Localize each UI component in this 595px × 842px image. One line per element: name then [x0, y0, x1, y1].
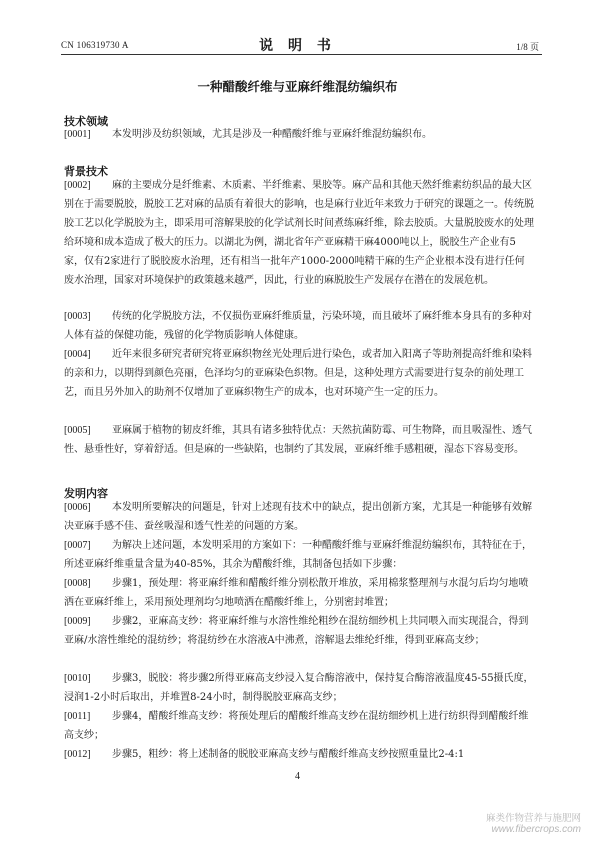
- watermark-url: www.fibercrops.com: [491, 824, 581, 835]
- paragraph-0009: [64, 612, 534, 650]
- paragraph-number: [0011]: [64, 711, 91, 722]
- paragraph-number: [0009]: [64, 616, 91, 627]
- paragraph-text: 步骤2，亚麻高支纱：将亚麻纤维与水溶性维纶粗纱在混纺细纱机上共同喂入而实现混合，得到亚麻/水溶性维纶的混纺纱；将混纺纱在水溶液A中沸煮，溶解退去维纶纤维，得到亚麻高支纱；: [64, 616, 529, 646]
- paragraph-number: [0003]: [64, 311, 91, 322]
- paragraph-text: 麻的主要成分是纤维素、木质素、半纤维素、果胶等。麻产品和其他天然纤维素纺织品的最大区别在于需要脱胶，脱胶工艺对麻的品质有着很大的影响，也是麻行业近年来致力于研究的课题之一。传统脱胶工艺以化学脱胶为主，即采用可溶解果胶的化学试剂长时间煮练麻纤维，除去胶质。大量脱胶废水的处理给环境和成本造成了极大的压力。以湖北为例，湖北省年产亚麻精干麻4000吨以上，脱胶生产企业有5家，仅有2家进行了脱胶废水治理，还有相当一批年产1000-2000吨精干麻的生产企业根本没有进行任何废水治理，国家对环境保护的政策越来越严，因此，行业的麻脱胶生产发展存在潜在的发展危机。: [64, 180, 534, 286]
- paragraph-text: 步骤4，醋酸纤维高支纱：将预处理后的醋酸纤维高支纱在混纺细纱机上进行纺织得到醋酸纤维高支纱；: [64, 711, 529, 741]
- page-number: 4: [295, 771, 300, 782]
- document-title: 一种醋酸纤维与亚麻纤维混纺编织布: [197, 79, 398, 94]
- paragraph-text: 近年来很多研究者研究将亚麻织物丝光处理后进行染色，或者加入阳离子等助剂提高纤维和染料的亲和力，以期得到颜色亮丽，色泽均匀的亚麻染色织物。但是，这种处理方式需要进行复杂的前处理工艺，而且另外加入的助剂不仅增加了亚麻织物生产的成本，也对环境产生一定的压力。: [64, 349, 532, 398]
- paragraph-number: [0002]: [64, 180, 91, 191]
- paragraph-number: [0001]: [64, 129, 91, 140]
- paragraph-number: [0007]: [64, 540, 91, 551]
- patent-number: CN 106319730 A: [61, 40, 129, 50]
- paragraph-text: 步骤1，预处理：将亚麻纤维和醋酸纤维分别松散开堆放，采用棉浆整理剂与水混匀后均匀地喷洒在亚麻纤维上，采用预处理剂均匀地喷洒在醋酸纤维上，分别密封堆置；: [64, 578, 529, 608]
- paragraph-0011: [64, 707, 534, 745]
- paragraph-0008: [64, 574, 534, 612]
- paragraph-number: [0008]: [64, 578, 91, 589]
- paragraph-0002: [64, 176, 534, 290]
- paragraph-text: 传统的化学脱胶方法，不仅损伤亚麻纤维质量，污染环境，而且破坏了麻纤维本身具有的多种对人体有益的保健功能，残留的化学物质影响人体健康。: [64, 311, 532, 341]
- paragraph-0005: [64, 421, 534, 459]
- paragraph-number: [0006]: [64, 502, 91, 513]
- paragraph-0003: [64, 307, 534, 345]
- paragraph-text: 本发明所要解决的问题是，针对上述现有技术中的缺点，提出创新方案，尤其是一种能够有效解决亚麻手感不佳、蚕丝吸湿和透气性差的问题的方案。: [64, 502, 532, 532]
- paragraph-0001: [64, 125, 534, 144]
- section-heading-tech-field: 技术领域: [64, 115, 108, 128]
- paragraph-text: 亚麻属于植物的韧皮纤维，其具有诸多独特优点：天然抗菌防霉、可生物降，而且吸湿性、透气性、悬垂性好，穿着舒适。但是麻的一些缺陷，也制约了其发展，亚麻纤维手感粗硬，湿态下容易变形。: [64, 425, 532, 455]
- paragraph-number: [0010]: [64, 673, 91, 684]
- document-type: 说 明 书: [259, 38, 336, 54]
- paragraph-text: 步骤3，脱胶：将步骤2所得亚麻高支纱浸入复合酶溶液中，保持复合酶溶液温度45-55摄氏度，浸润1-2小时后取出，并堆置8-24小时，制得脱胶亚麻高支纱；: [64, 673, 534, 703]
- paragraph-0010: [64, 669, 534, 707]
- paragraph-number: [0012]: [64, 749, 91, 760]
- section-heading-invention: 发明内容: [64, 487, 108, 500]
- paragraph-text: 为解决上述问题，本发明采用的方案如下：一种醋酸纤维与亚麻纤维混纺编织布，其特征在于，所述亚麻纤维重量含量为40-85%，其余为醋酸纤维，其制备包括如下步骤：: [64, 540, 532, 570]
- paragraph-number: [0004]: [64, 349, 91, 360]
- watermark-text: 麻类作物营养与施肥网: [485, 813, 581, 824]
- paragraph-0007: [64, 536, 534, 574]
- paragraph-0012: [64, 745, 534, 764]
- paragraph-0006: [64, 498, 534, 536]
- paragraph-text: 本发明涉及纺织领域，尤其是涉及一种醋酸纤维与亚麻纤维混纺编织布。: [112, 129, 432, 140]
- paragraph-0004: [64, 345, 534, 402]
- paragraph-number: [0005]: [64, 425, 91, 436]
- section-heading-background: 背景技术: [64, 165, 108, 178]
- header-divider: [61, 54, 542, 55]
- paragraph-text: 步骤5，粗纱：将上述制备的脱胶亚麻高支纱与醋酸纤维高支纱按照重量比2-4:1: [112, 749, 465, 760]
- page-indicator: 1/8 页: [516, 42, 539, 52]
